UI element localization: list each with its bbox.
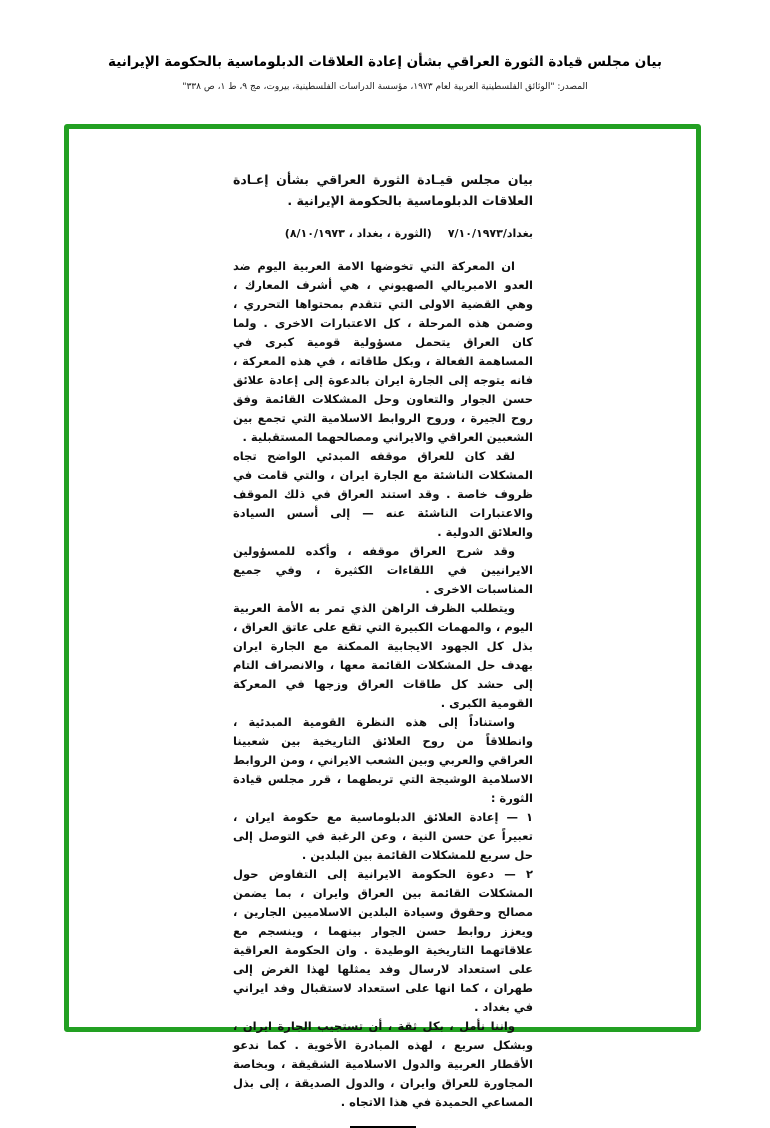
dateline-place-date: بغداد/٧/١٠/١٩٧٣ [447,227,533,240]
document-body [233,257,533,1112]
document-frame [64,124,701,1109]
document-paragraph: وقد شرح العراق موقفه ، وأكده للمسؤولين الايرانيين في اللقاءات الكثيرة ، وفي جميع المناسبات الاخرى . [233,544,533,596]
source-citation: المصدر: "الوثائق الفلسطينية العربية لعام ١٩٧٣، مؤسسة الدراسات الفلسطينية، بيروت، مج ٩، ط ١، ص ٣٣٨" [182,82,588,92]
document-paragraph: واننا نأمل ، بكل ثقة ، أن تستجيب الجارة ايران ، وبشكل سريع ، لهذه المبادرة الأخوية . كما ندعو الأقطار العربية والدول الاسلامية الشقيقة ، وبخاصة المجاورة للعراق وايران ، والدول الصديقة ، إلى بذل المساعي الحميدة في هذا الاتجاه . [233,1019,533,1109]
document-paragraph: ان المعركة التي تخوضها الامة العربية اليوم ضد العدو الامبريالي الصهيوني ، هي أشرف المعارك ، وهي القضية الاولى التي تتقدم بمحتواها التحرري ، وضمن هذه المرحلة ، كل الاعتبارات الاخرى . ولما كان العراق يتحمل مسؤولية قومية كبرى في المساهمة الفعالة ، وبكل طاقاته ، في هذه المعركة ، فانه يتوجه إلى الجارة ايران بالدعوة إلى إعادة علائق حسن الجوار والتعاون وحل المشكلات القائمة وفق روح الجيرة ، وروح الروابط الاسلامية التي تجمع بين الشعبين العراقي والايراني ومصالحهما المستقبلية . [233,259,533,444]
dateline-publication: (الثورة ، بغداد ، ٨/١٠/١٩٧٣) [284,227,432,240]
document-dateline [233,224,533,243]
page-title: بيان مجلس قيادة الثورة العراقي بشأن إعادة العلاقات الدبلوماسية بالحكومة الإيرانية [108,54,662,70]
document-paragraph: واستناداً إلى هذه النظرة القومية المبدئية ، وانطلاقاً من روح العلائق التاريخية بين شعبينا العراقي والعربي وبين الشعب الايراني ، ومن الروابط الاسلامية الوشيجة التي تربطهما ، قرر مجلس قيادة الثورة : [233,715,533,805]
document-paragraph: لقد كان للعراق موقفه المبدئي الواضح تجاه المشكلات الناشئة مع الجارة ايران ، والتي قامت في ظروف خاصة . وقد استند العراق في ذلك الموقف والاعتبارات الناشئة عنه — إلى أسس السيادة والعلائق الدولية . [233,449,533,539]
document-paragraph: ١ — إعادة العلائق الدبلوماسية مع حكومة ايران ، تعبيراً عن حسن النية ، وعن الرغبة في التوصل إلى حل سريع للمشكلات القائمة بين البلدين . [233,810,533,862]
document-paragraph: ٢ — دعوة الحكومة الايرانية إلى التفاوض حول المشكلات القائمة بين العراق وايران ، بما يضمن مصالح وحقوق وسيادة البلدين الاسلاميين الجارين ، ويعزز روابط حسن الجوار بينهما ، وينسجم مع علاقاتهما التاريخية الوطيدة . وان الحكومة العراقية على استعداد لارسال وفد يمثلها لهذا الغرض إلى طهران ، كما انها على استعداد لاستقبال وفد ايراني في بغداد . [233,867,533,1014]
document-content [233,169,533,1128]
document-paragraph: ويتطلب الظرف الراهن الذي تمر به الأمة العربية اليوم ، والمهمات الكبيرة التي تقع على عاتق العراق ، بذل كل الجهود الايجابية الممكنة مع الجارة ايران بهدف حل المشكلات القائمة معها ، والانصراف التام إلى حشد كل طاقات العراق وزجها في المعركة القومية الكبرى . [233,601,533,710]
document-title: بيان مجلس قيـادة الثورة العراقي بشأن إعـادة العلاقات الدبلوماسية بالحكومة الإيرانية . [233,172,533,208]
